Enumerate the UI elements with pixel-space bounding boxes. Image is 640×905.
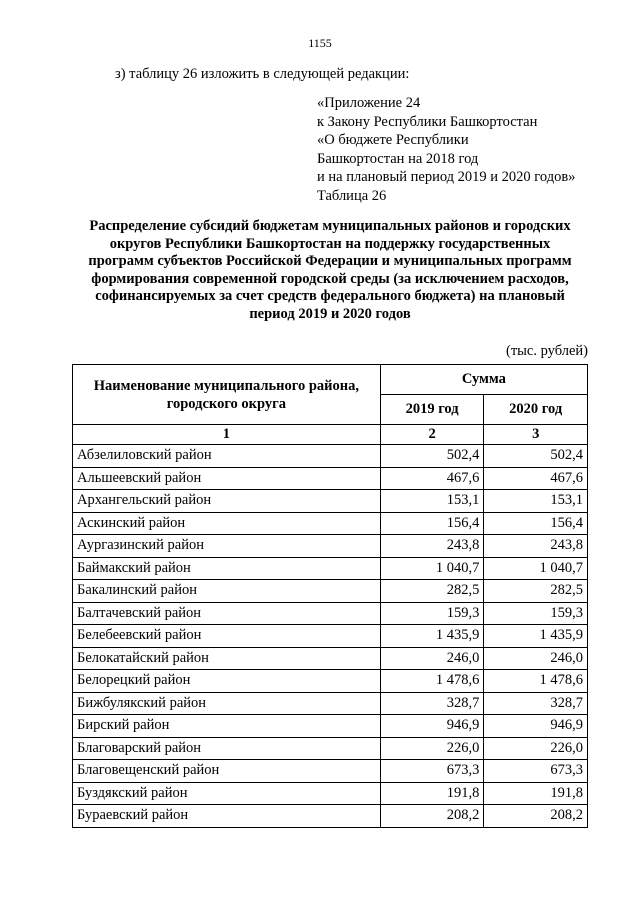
header-year-2020: 2020 год	[484, 395, 588, 425]
value-2019: 243,8	[380, 535, 484, 558]
table-row	[73, 715, 588, 738]
value-2020: 328,7	[484, 692, 588, 715]
value-2020: 153,1	[484, 490, 588, 513]
value-2019: 946,9	[380, 715, 484, 738]
appendix-line: и на плановый период 2019 и 2020 годов»	[317, 169, 576, 185]
column-number: 2	[380, 425, 484, 445]
appendix-line: к Закону Республики Башкортостан	[317, 113, 538, 130]
value-2019: 673,3	[380, 760, 484, 783]
district-name: Бижбулякский район	[73, 692, 381, 715]
district-name: Абзелиловский район	[73, 445, 381, 468]
table-row	[73, 692, 588, 715]
district-name: Белокатайский район	[73, 647, 381, 670]
title-line: Распределение субсидий бюджетам муниципальных районов и городских	[89, 218, 571, 234]
value-2019: 159,3	[380, 602, 484, 625]
table-row	[73, 580, 588, 603]
title-line: софинансируемых за счет средств федерального бюджета) на плановый	[95, 288, 565, 304]
header-name: Наименование муниципального района, городского округа	[73, 365, 381, 425]
value-2019: 1 040,7	[380, 557, 484, 580]
title-line: программ субъектов Российской Федерации и муниципальных программ	[88, 253, 572, 269]
district-name: Бакалинский район	[73, 580, 381, 603]
value-2020: 467,6	[484, 467, 588, 490]
value-2019: 246,0	[380, 647, 484, 670]
table-row	[73, 670, 588, 693]
table-row	[73, 467, 588, 490]
district-name: Буздякский район	[73, 782, 381, 805]
value-2020: 226,0	[484, 737, 588, 760]
district-name: Благовещенский район	[73, 760, 381, 783]
value-2020: 946,9	[484, 715, 588, 738]
appendix-line: Башкортостан на 2018 год	[317, 150, 479, 167]
district-name: Белорецкий район	[73, 670, 381, 693]
value-2019: 156,4	[380, 512, 484, 535]
appendix-heading	[317, 94, 575, 205]
table-row	[73, 490, 588, 513]
table-row	[73, 535, 588, 558]
column-numbers-row	[73, 425, 588, 445]
table-row	[73, 557, 588, 580]
value-2019: 328,7	[380, 692, 484, 715]
page-number: 1155	[308, 36, 332, 50]
value-2020: 1 478,6	[484, 670, 588, 693]
value-2020: 191,8	[484, 782, 588, 805]
column-number: 3	[484, 425, 588, 445]
value-2020: 1 040,7	[484, 557, 588, 580]
subsidy-table	[72, 364, 588, 828]
table-row	[73, 760, 588, 783]
table-number: Таблица 26	[317, 187, 387, 204]
value-2020: 159,3	[484, 602, 588, 625]
amendment-instruction: з) таблицу 26 изложить в следующей редакции:	[115, 66, 410, 82]
table-row	[73, 737, 588, 760]
table-row	[73, 805, 588, 828]
document-title	[70, 218, 590, 323]
title-line: формирования современной городской среды (за исключением расходов,	[91, 270, 569, 287]
appendix-line: «О бюджете Республики	[317, 132, 469, 148]
value-2019: 502,4	[380, 445, 484, 468]
value-2020: 246,0	[484, 647, 588, 670]
value-2019: 208,2	[380, 805, 484, 828]
table-row	[73, 512, 588, 535]
district-name: Бирский район	[73, 715, 381, 738]
value-2020: 243,8	[484, 535, 588, 558]
table-row	[73, 602, 588, 625]
value-2019: 1 478,6	[380, 670, 484, 693]
value-2019: 282,5	[380, 580, 484, 603]
value-2020: 673,3	[484, 760, 588, 783]
district-name: Баймакский район	[73, 557, 381, 580]
value-2019: 1 435,9	[380, 625, 484, 648]
table-row	[73, 625, 588, 648]
value-2019: 467,6	[380, 467, 484, 490]
title-line: период 2019 и 2020 годов	[249, 305, 411, 322]
header-sum: Сумма	[380, 365, 587, 395]
district-name: Благоварский район	[73, 737, 381, 760]
district-name: Белебеевский район	[73, 625, 381, 648]
column-number: 1	[73, 425, 381, 445]
district-name: Альшеевский район	[73, 467, 381, 490]
title-line: округов Республики Башкортостан на поддержку государственных	[109, 235, 551, 252]
header-year-2019: 2019 год	[380, 395, 484, 425]
district-name: Бураевский район	[73, 805, 381, 828]
district-name: Архангельский район	[73, 490, 381, 513]
value-2020: 502,4	[484, 445, 588, 468]
appendix-line: «Приложение 24	[317, 95, 421, 111]
value-2020: 1 435,9	[484, 625, 588, 648]
units-label: (тыс. рублей)	[506, 343, 588, 359]
district-name: Аскинский район	[73, 512, 381, 535]
table-row	[73, 647, 588, 670]
district-name: Балтачевский район	[73, 602, 381, 625]
district-name: Аургазинский район	[73, 535, 381, 558]
value-2020: 208,2	[484, 805, 588, 828]
table-row	[73, 782, 588, 805]
table-row	[73, 445, 588, 468]
value-2019: 226,0	[380, 737, 484, 760]
value-2019: 153,1	[380, 490, 484, 513]
value-2019: 191,8	[380, 782, 484, 805]
value-2020: 282,5	[484, 580, 588, 603]
value-2020: 156,4	[484, 512, 588, 535]
